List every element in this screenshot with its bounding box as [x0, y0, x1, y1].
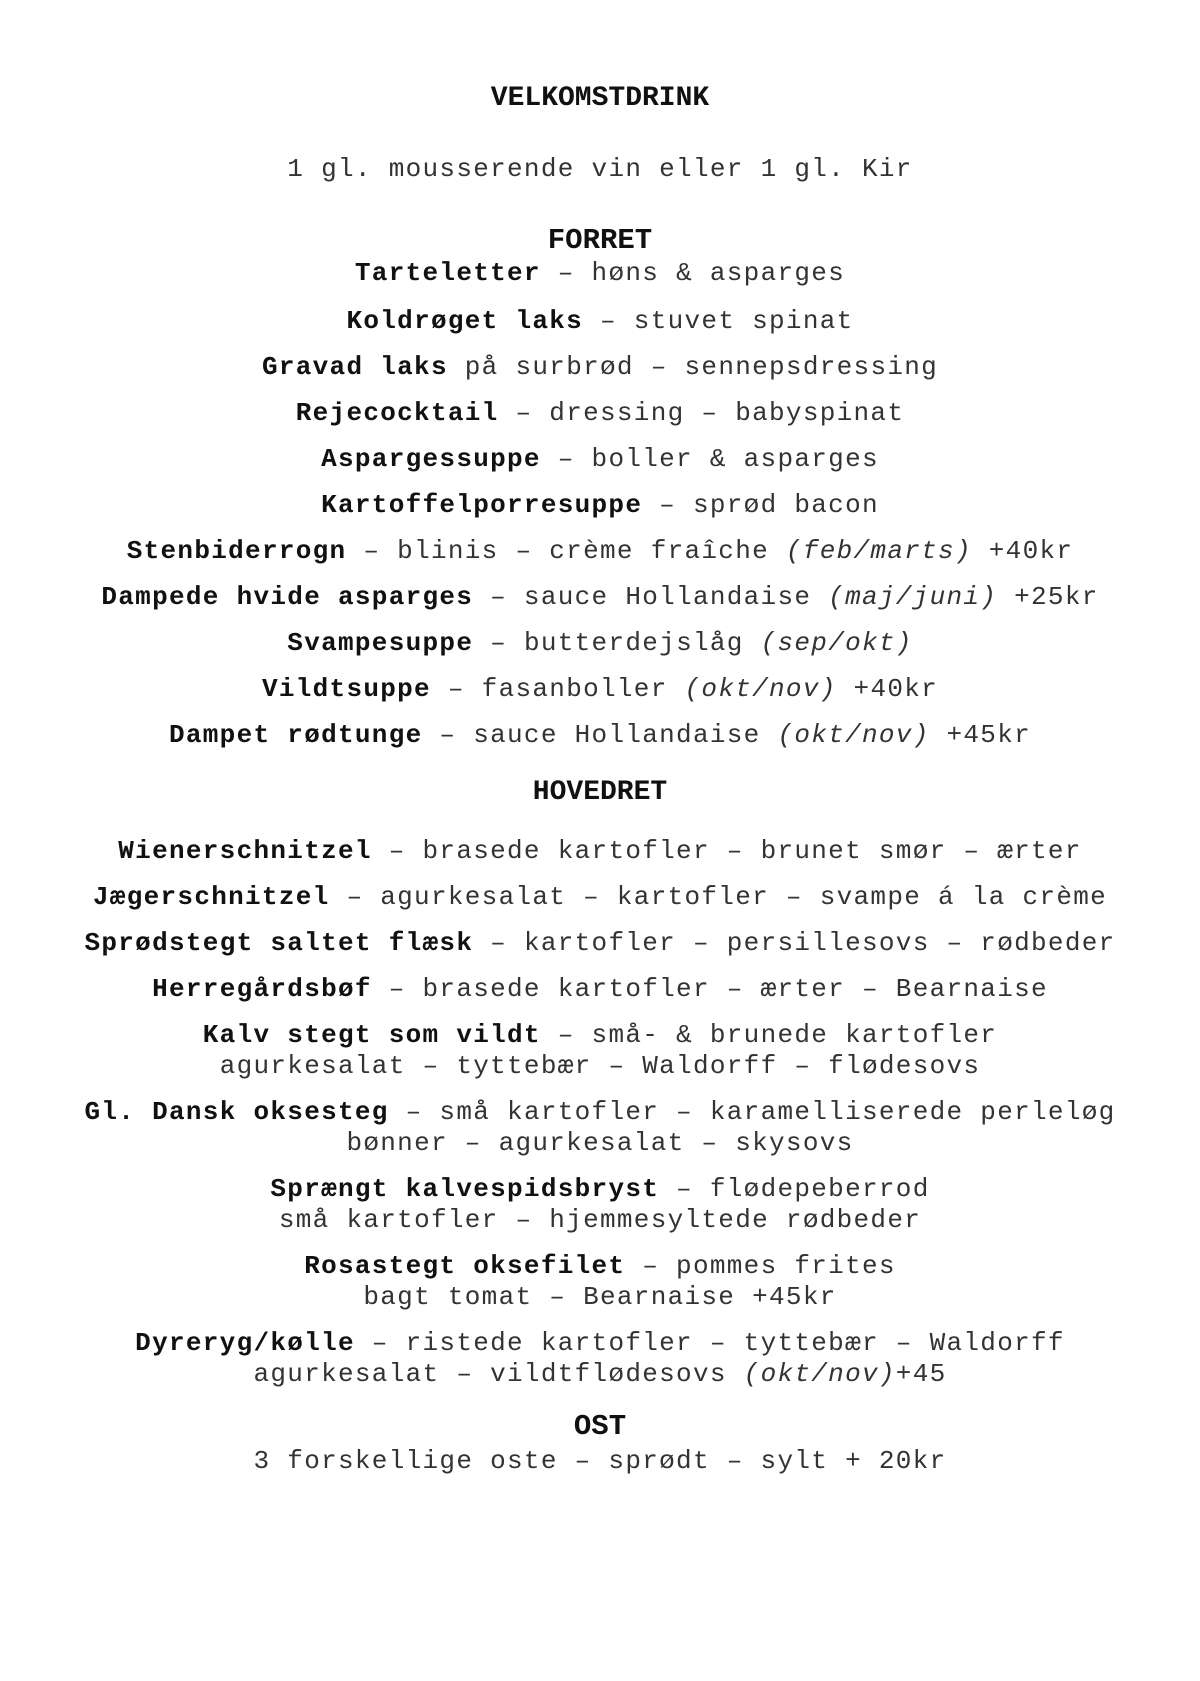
hovedret-item	[0, 880, 1200, 914]
dish-desc: – små- & brunede kartofler	[540, 1020, 998, 1050]
dish-desc: – kartofler – persillesovs – rødbeder	[473, 928, 1116, 958]
hovedret-item-line2: bønner – agurkesalat – skysovs	[346, 1128, 854, 1158]
hovedret-item	[0, 834, 1200, 868]
dish-desc: – små kartofler – karamelliserede perleløg	[388, 1097, 1116, 1127]
dish-name: Dyreryg/kølle	[135, 1328, 355, 1358]
forret-item	[0, 396, 1200, 430]
forret-item	[0, 350, 1200, 384]
season-note: (okt/nov)	[743, 1359, 896, 1389]
velkomst-text: 1 gl. mousserende vin eller 1 gl. Kir	[287, 154, 913, 184]
forret-item	[0, 672, 1200, 706]
dish-desc-line2: agurkesalat – vildtflødesovs	[253, 1359, 744, 1389]
dish-name: Wienerschnitzel	[118, 836, 372, 866]
dish-desc: – agurkesalat – kartofler – svampe á la crème	[329, 882, 1108, 912]
section-title-hovedret: HOVEDRET	[532, 777, 668, 808]
dish-name: Tarteletter	[354, 258, 541, 288]
dish-name: Sprødstegt saltet flæsk	[84, 928, 474, 958]
dish-name: Aspargessuppe	[321, 444, 541, 474]
hovedret-item	[0, 1249, 1200, 1283]
forret-item	[0, 718, 1200, 752]
dish-desc: – brasede kartofler – ærter – Bearnaise	[371, 974, 1048, 1004]
hovedret-item	[0, 1172, 1200, 1206]
hovedret-item	[0, 972, 1200, 1006]
dish-desc: – dressing – babyspinat	[498, 398, 905, 428]
dish-name: Koldrøget laks	[346, 306, 584, 336]
price-extra: +40kr	[971, 536, 1074, 566]
forret-item	[0, 442, 1200, 476]
dish-name: Sprængt kalvespidsbryst	[270, 1174, 660, 1204]
dish-name: Gl. Dansk oksesteg	[84, 1097, 389, 1127]
hovedret-item	[0, 1018, 1200, 1052]
dish-desc: – boller & asparges	[540, 444, 879, 474]
dish-desc: – sauce Hollandaise	[473, 582, 829, 612]
dish-name: Dampet rødtunge	[168, 720, 423, 750]
section-title-forret: FORRET	[547, 224, 653, 257]
price-extra: +40kr	[836, 674, 939, 704]
section-title-velkomstdrink: VELKOMSTDRINK	[490, 83, 710, 114]
dish-name: Jægerschnitzel	[92, 882, 330, 912]
dish-desc: – stuvet spinat	[583, 306, 854, 336]
hovedret-item	[0, 1326, 1200, 1360]
season-note: (feb/marts)	[785, 536, 972, 566]
dish-desc: på surbrød – sennepsdressing	[447, 352, 939, 382]
price-extra: +45kr	[929, 720, 1032, 750]
dish-desc: – brasede kartofler – brunet smør – ærter	[371, 836, 1082, 866]
dish-desc: – fasanboller	[430, 674, 685, 704]
hovedret-item	[0, 1095, 1200, 1129]
season-note: (maj/juni)	[828, 582, 998, 612]
dish-desc: – høns & asparges	[540, 258, 846, 288]
price-extra: +45	[895, 1359, 947, 1389]
forret-item	[0, 534, 1200, 568]
hovedret-item-line2: bagt tomat – Bearnaise +45kr	[363, 1282, 837, 1312]
season-note: (sep/okt)	[760, 628, 913, 658]
dish-desc: – butterdejslåg	[473, 628, 761, 658]
dish-name: Rejecocktail	[295, 398, 499, 428]
dish-name: Herregårdsbøf	[152, 974, 372, 1004]
dish-desc: – blinis – crème fraîche	[346, 536, 786, 566]
dish-name: Dampede hvide asparges	[101, 582, 474, 612]
forret-item	[0, 304, 1200, 338]
season-note: (okt/nov)	[684, 674, 837, 704]
hovedret-item-line2: små kartofler – hjemmesyltede rødbeder	[278, 1205, 922, 1235]
dish-desc: – sauce Hollandaise	[422, 720, 778, 750]
price-extra: +25kr	[997, 582, 1099, 612]
dish-desc: – pommes frites	[625, 1251, 896, 1281]
forret-item	[0, 256, 1200, 290]
dish-desc: – flødepeberrod	[659, 1174, 930, 1204]
forret-item	[0, 488, 1200, 522]
dish-name: Vildtsuppe	[261, 674, 431, 704]
hovedret-item	[0, 926, 1200, 960]
dish-desc: – ristede kartofler – tyttebær – Waldorff	[354, 1328, 1065, 1358]
dish-name: Kartoffelporresuppe	[321, 490, 643, 520]
dish-name: Stenbiderrogn	[126, 536, 347, 566]
forret-item	[0, 626, 1200, 660]
forret-item	[0, 580, 1200, 614]
dish-name: Svampesuppe	[287, 628, 474, 658]
dish-desc: – sprød bacon	[642, 490, 879, 520]
hovedret-item-line2	[0, 1357, 1200, 1391]
dish-name: Kalv stegt som vildt	[202, 1020, 541, 1050]
section-title-ost: OST	[573, 1410, 627, 1443]
hovedret-item-line2: agurkesalat – tyttebær – Waldorff – flødesovs	[219, 1051, 981, 1081]
season-note: (okt/nov)	[777, 720, 930, 750]
dish-name: Gravad laks	[261, 352, 448, 382]
ost-text: 3 forskellige oste – sprødt – sylt + 20kr	[253, 1446, 947, 1476]
dish-name: Rosastegt oksefilet	[304, 1251, 626, 1281]
